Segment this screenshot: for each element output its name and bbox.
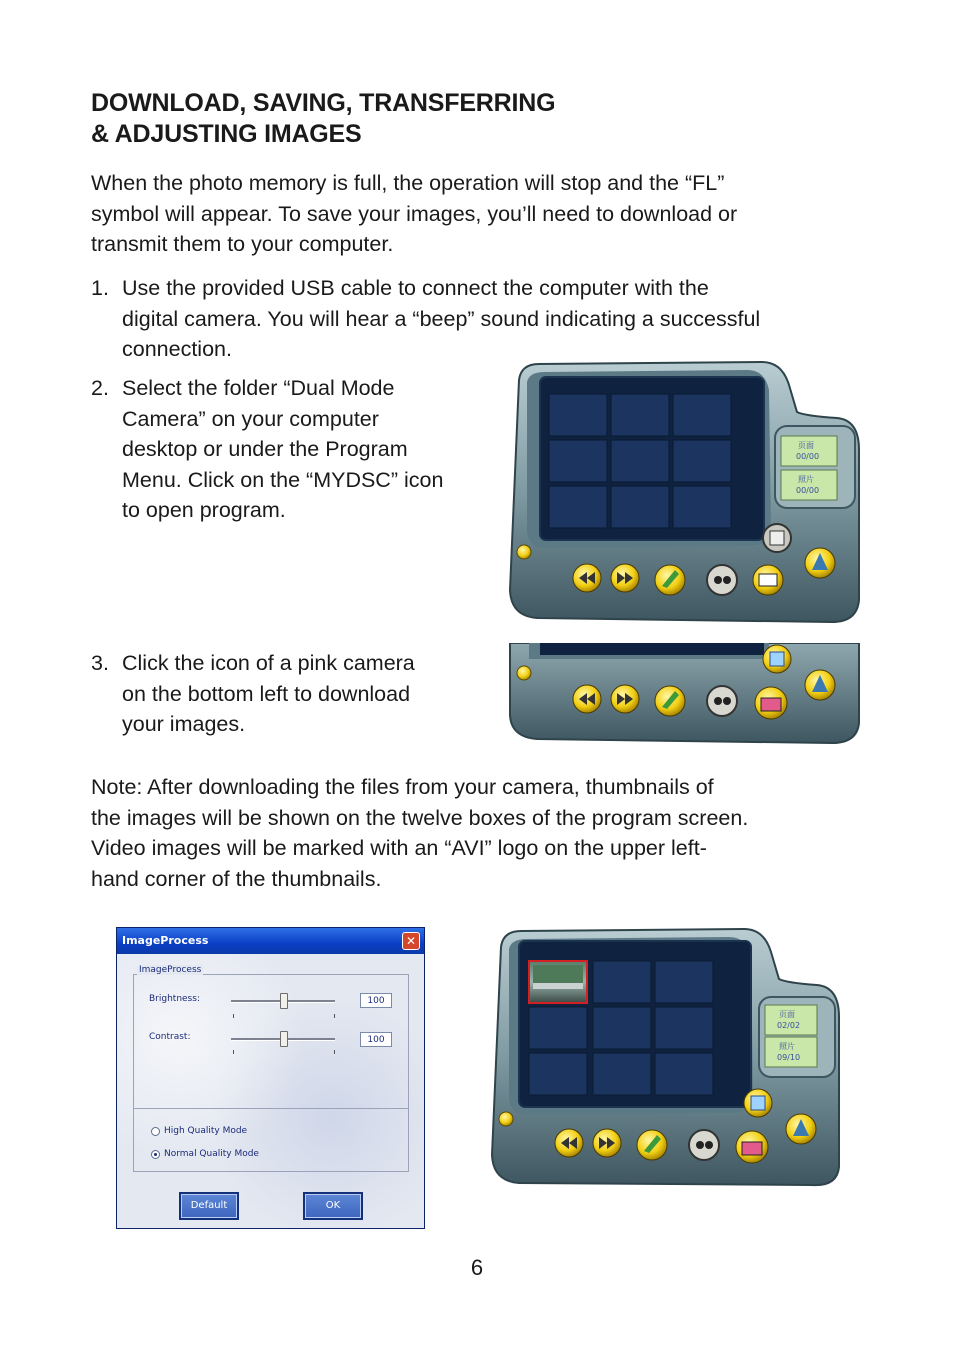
note-paragraph xyxy=(91,772,881,894)
normal-quality-label: Normal Quality Mode xyxy=(164,1149,259,1159)
ok-button[interactable]: OK xyxy=(303,1192,363,1220)
step-line: on the bottom left to download xyxy=(122,681,411,706)
photo-label: 照片 xyxy=(779,1042,795,1051)
step-line: Camera” on your computer xyxy=(122,406,379,431)
note-line: Video images will be marked with an “AVI” logo on the upper left- xyxy=(91,836,707,860)
section-heading xyxy=(91,88,555,150)
high-quality-label: High Quality Mode xyxy=(164,1126,248,1136)
photo-value: 09/10 xyxy=(777,1053,801,1062)
step-line: digital camera. You will hear a “beep” sound indicating a successful xyxy=(122,306,761,331)
note-line: Note: After downloading the files from your camera, thumbnails of xyxy=(91,775,714,799)
close-icon[interactable]: ✕ xyxy=(402,932,420,950)
step-line: Menu. Click on the “MYDSC” icon xyxy=(122,467,444,492)
page-label: 页面 xyxy=(779,1010,795,1019)
heading-line-1: DOWNLOAD, SAVING, TRANSFERRING xyxy=(91,89,556,117)
power-icon[interactable] xyxy=(517,545,531,559)
step-line: to open program. xyxy=(122,498,286,522)
brightness-label: Brightness: xyxy=(149,994,200,1004)
slider-tick xyxy=(334,1050,335,1054)
group-label: ImageProcess xyxy=(139,965,202,975)
slider-tick xyxy=(334,1014,335,1018)
heading-line-2: & ADJUSTING IMAGES xyxy=(91,120,362,148)
default-button[interactable]: Default xyxy=(179,1192,239,1220)
intro-line: When the photo memory is full, the operation will stop and the “FL” xyxy=(91,171,725,195)
photo-label: 照片 xyxy=(798,475,814,484)
step-number: 3. xyxy=(91,651,109,675)
camera-toolbar-illustration xyxy=(507,643,862,745)
contrast-value[interactable]: 100 xyxy=(360,1032,392,1047)
page-number: 6 xyxy=(470,1255,484,1280)
step-line: your images. xyxy=(122,712,246,736)
page-value: 00/00 xyxy=(796,452,820,461)
intro-line: symbol will appear. To save your images, you’ll need to download or xyxy=(91,201,738,226)
step-line: Select the folder “Dual Mode xyxy=(122,376,395,400)
step-number: 2. xyxy=(91,376,109,400)
step-number: 1. xyxy=(91,276,109,300)
step-line: Click the icon of a pink camera xyxy=(122,651,415,675)
note-line: the images will be shown on the twelve boxes of the program screen. xyxy=(91,805,749,830)
group-divider xyxy=(134,1108,408,1109)
contrast-slider-thumb[interactable] xyxy=(280,1031,288,1047)
step-line: Use the provided USB cable to connect the computer with the xyxy=(122,276,709,300)
brightness-value[interactable]: 100 xyxy=(360,993,392,1008)
normal-quality-radio[interactable] xyxy=(151,1150,160,1159)
image-process-dialog xyxy=(116,927,425,1229)
note-line: hand corner of the thumbnails. xyxy=(91,866,382,891)
photo-value: 00/00 xyxy=(796,486,820,495)
contrast-label: Contrast: xyxy=(149,1032,191,1042)
camera-program-window xyxy=(507,360,862,625)
slider-tick xyxy=(233,1050,234,1054)
high-quality-radio[interactable] xyxy=(151,1127,160,1136)
slider-tick xyxy=(233,1014,234,1018)
camera-program-window-thumbnails xyxy=(489,927,844,1189)
camera-toolbar-crop xyxy=(507,643,862,745)
intro-line: transmit them to your computer. xyxy=(91,232,394,256)
brightness-slider-thumb[interactable] xyxy=(280,993,288,1009)
step-line: connection. xyxy=(122,337,232,361)
camera-program-illustration xyxy=(507,360,862,625)
page-value: 02/02 xyxy=(777,1021,801,1030)
intro-paragraph xyxy=(91,168,881,260)
step-line: desktop or under the Program xyxy=(122,437,408,461)
dialog-title: ImageProcess xyxy=(117,928,424,954)
camera-thumbnail-illustration xyxy=(489,927,844,1189)
page-label: 页面 xyxy=(798,441,814,450)
